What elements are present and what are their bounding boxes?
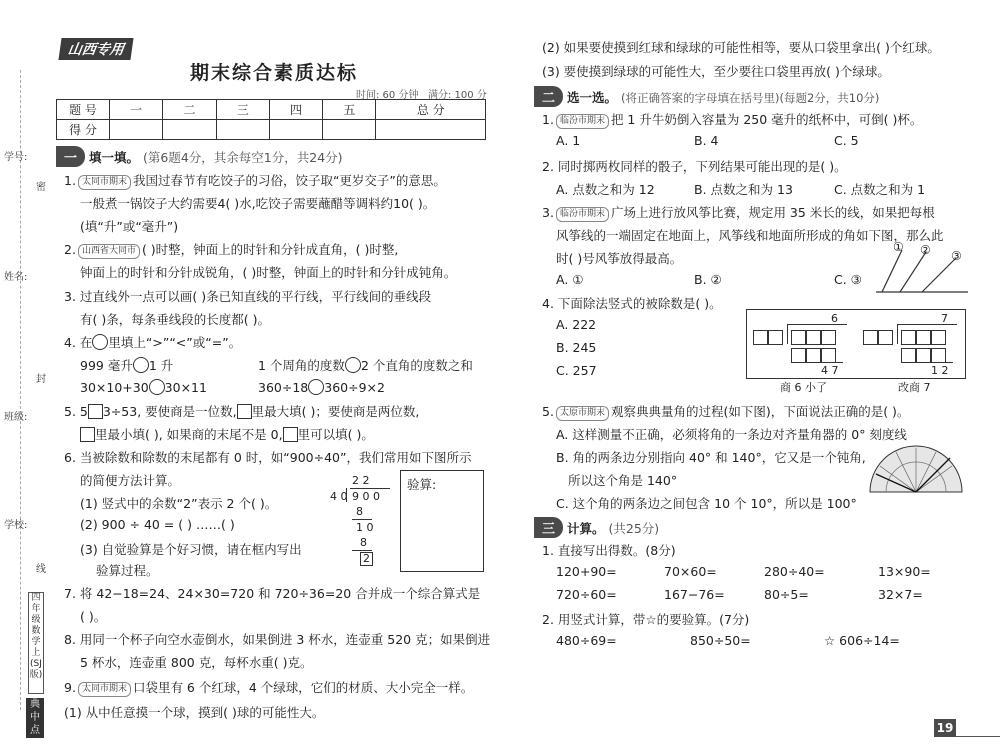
label-xuexiao: 学校: (4, 520, 28, 531)
dividend: 9 0 0 (352, 490, 380, 503)
s1-q6-sub2: (2) 900 ÷ 40 = ( ) ……( ) (80, 517, 235, 532)
s2-q2-opt-c: C. 点数之和为 1 (834, 182, 926, 197)
seal-feng: 封 (36, 374, 46, 385)
time-label: 时间: 60 分钟 (356, 90, 419, 101)
footer-rule (956, 736, 1000, 737)
calc-item: 720÷60= (556, 587, 617, 602)
label-banji: 班级: (4, 412, 28, 423)
text: 30×10+30 (80, 380, 149, 395)
score-header-cell: 总 分 (376, 100, 486, 120)
blank-boxes (791, 348, 836, 363)
blank-boxes (791, 330, 836, 345)
step: 8 (356, 505, 363, 518)
text: 我国过春节有吃饺子的习俗，饺子取“更岁交子”的意思。 (132, 173, 446, 188)
kite-label-1: ① (893, 240, 904, 254)
s2-q5-opt-b2: 所以这个角是 140° (568, 473, 678, 488)
source-tag: 临汾市期末 (556, 114, 609, 129)
kite-label-2: ② (920, 243, 931, 257)
section2-title: 选一选。 (567, 90, 618, 105)
s1-q4-row2 (80, 379, 207, 395)
check-label: 验算: (407, 477, 437, 492)
text: 广场上进行放风筝比赛，规定用 35 米长的线，如果把每根 (610, 205, 935, 220)
text: 3÷53, 要使商是一位数, (102, 404, 237, 419)
s1-q6-sub1: (1) 竖式中的余数“2”表示 2 个( )。 (80, 496, 278, 511)
protractor-figure (866, 444, 966, 496)
text: 1 个周角的度数 (258, 358, 345, 373)
s1-q4-row1 (80, 356, 173, 374)
section3-number: 三 (534, 517, 563, 538)
s1-q3-line2: 有( )条，每条垂线段的长度都( )。 (80, 312, 270, 327)
text: 4. 在 (64, 335, 93, 350)
source-tag: 太原市期末 (556, 406, 609, 421)
s2-q3-opt-c: C. ③ (834, 272, 862, 287)
s1-q6-sub3b: 验算过程。 (96, 563, 159, 578)
s2-q5-opt-b1: B. 角的两条边分别指向 40° 和 140°，它又是一个钝角, (556, 450, 866, 465)
division-bar (350, 488, 390, 489)
section1-title: 填一填。 (89, 150, 140, 165)
text: 里可以填( )。 (297, 427, 374, 442)
s2-q1-opt-b: B. 4 (694, 133, 719, 148)
section3-title: 计算。 (567, 521, 605, 536)
divisor: 4 0 (330, 490, 348, 503)
q4-right-quotient: 7 (941, 312, 948, 325)
s1-q3-line1: 3. 过直线外一点可以画( )条已知直线的平行线，平行线间的垂线段 (64, 289, 432, 304)
s2-q4-opt-a: A. 222 (556, 317, 597, 332)
digit-box[interactable] (80, 427, 95, 442)
compare-circle[interactable] (345, 357, 361, 373)
score-cell[interactable] (376, 120, 486, 140)
label-xingming: 姓名: (4, 272, 28, 283)
calc-item: 167−76= (664, 587, 725, 602)
text: 999 毫升 (80, 358, 133, 373)
page-title: 期末综合素质达标 (190, 62, 359, 84)
compare-circle[interactable] (308, 379, 324, 395)
text: ( )时整，钟面上的时针和分针成直角，( )时整, (141, 242, 399, 257)
step-line (352, 519, 372, 520)
q4-right-remainder: 1 2 (931, 364, 949, 377)
calc-item: 850÷50= (690, 633, 751, 648)
score-row-label: 得 分 (57, 120, 110, 140)
section3-note: (共25分) (608, 521, 660, 536)
text: 观察典典量角的过程(如下图)，下面说法正确的是( )。 (610, 404, 910, 419)
source-tag: 太同市期末 (78, 175, 131, 190)
s2-q3-line2: 风筝线的一端固定在地面上，风筝线和地面所形成的角如下图，那么此 (556, 228, 944, 243)
score-header-cell: 二 (163, 100, 216, 120)
text: 30×11 (164, 380, 207, 395)
text: 里最小填( ) (95, 427, 159, 442)
brand-logo: 典中点 (26, 698, 44, 738)
q4-left-quotient: 6 (831, 312, 838, 325)
section1-header (56, 146, 343, 167)
calc-item: 480÷69= (556, 633, 617, 648)
calc-item: 13×90= (878, 564, 931, 579)
s2-q3-line1: 3. 临汾市期末 广场上进行放风筝比赛，规定用 35 米长的线，如果把每根 (542, 205, 935, 220)
s1-q1-line2: 一般煮一锅饺子大约需要4( )水,吃饺子需要蘸醋等调料约10( )。 (80, 196, 436, 211)
s1-q6-line2: 的简便方法计算。 (80, 473, 181, 488)
text: 把 1 升牛奶倒入容量为 250 毫升的纸杯中，可倒( )杯。 (610, 112, 923, 127)
blank-boxes (901, 330, 946, 345)
seal-mi: 密 (36, 182, 46, 193)
score-header-cell: 三 (216, 100, 269, 120)
calc-item: 32×7= (878, 587, 923, 602)
step: 1 0 (356, 521, 374, 534)
s1-q9-sub2: (2) 如果要使摸到红球和绿球的可能性相等，要从口袋里拿出( )个红球。 (542, 40, 940, 55)
digit-box[interactable] (283, 427, 298, 442)
s1-q1-line3: (填“升”或“毫升”) (80, 219, 179, 234)
s2-q4: 4. 下面除法竖式的被除数是( )。 (542, 296, 722, 311)
score-cell[interactable] (163, 120, 216, 140)
s1-q4-stem (64, 333, 241, 351)
s1-q8-line1: 8. 用同一个杯子向空水壶倒水，如果倒进 3 杯水，连壶重 520 克；如果倒进 (64, 632, 491, 647)
score-header-cell: 题 号 (57, 100, 110, 120)
calc-item: 280÷40= (764, 564, 825, 579)
label-xuehao: 学号: (4, 152, 28, 163)
s2-q2-opt-b: B. 点数之和为 13 (694, 182, 793, 197)
text: 5. 5 (64, 404, 88, 419)
section3-header (534, 517, 659, 538)
s1-q1-line1: 1. 太同市期末 我国过春节有吃饺子的习俗，饺子取“更岁交子”的意思。 (64, 173, 446, 188)
q4-left-remainder: 4 7 (821, 364, 839, 377)
seal-xian: 线 (36, 564, 46, 575)
text: 360÷9×2 (324, 380, 385, 395)
score-cell[interactable] (269, 120, 322, 140)
text: 2 个直角的度数之和 (360, 358, 473, 373)
book-label: 四年级数学上(SJ版) (28, 592, 44, 694)
div-bar (787, 324, 847, 325)
q4-caption-left: 商 6 小了 (780, 381, 827, 394)
region-badge: 山西专用 (58, 38, 133, 60)
text: 1 升 (148, 358, 174, 373)
blank-boxes (753, 330, 783, 345)
score-header-cell: 五 (323, 100, 376, 120)
section2-note: (将正确答案的字母填在括号里)(每题2分，共10分) (621, 91, 880, 105)
division-bracket (346, 488, 347, 502)
s2-q3-opt-a: A. ① (556, 272, 584, 287)
long-division-figure (330, 472, 396, 572)
score-cell[interactable] (323, 120, 376, 140)
check-box[interactable] (400, 470, 484, 572)
step-line (903, 362, 953, 363)
s2-q1-opt-a: A. 1 (556, 133, 581, 148)
source-tag: 太同市期末 (78, 682, 131, 697)
q4-caption-right: 改商 7 (898, 381, 931, 394)
kite-line-2 (900, 252, 926, 292)
calc-item: ☆ 606÷14= (824, 633, 900, 648)
blank-boxes (901, 348, 946, 363)
s1-q2-line2: 钟面上的时针和分针成锐角，( )时整，钟面上的时针和分针成钝角。 (80, 265, 457, 280)
div-bracket (897, 324, 898, 344)
section1-number: 一 (56, 146, 85, 167)
s1-q7-line1: 7. 将 42−18=24、24×30=720 和 720÷36=20 合并成一个综合算式是 (64, 586, 481, 601)
kite-label-3: ③ (951, 249, 962, 263)
section1-note: (第6题4分，其余每空1分，共24分) (143, 150, 343, 165)
s2-q5-opt-a: A. 这样测量不正确，必须将角的一条边对齐量角器的 0° 刻度线 (556, 427, 907, 442)
division-figure-box (746, 309, 966, 379)
div-bracket (787, 324, 788, 344)
div-bar (897, 324, 957, 325)
score-cell[interactable] (110, 120, 163, 140)
text: 里填上“>”“<”或“=”。 (108, 335, 242, 350)
text: , 如果商的末尾不是 0, (158, 427, 283, 442)
section2-header (534, 86, 879, 107)
score-header-cell: 一 (110, 100, 163, 120)
s2-q4-opt-c: C. 257 (556, 363, 597, 378)
score-label: 满分: 100 分 (428, 90, 487, 101)
s1-q9-sub1: (1) 从中任意摸一个球，摸到( )球的可能性大。 (64, 705, 325, 720)
s2-q5: 5. 太原市期末 观察典典量角的过程(如下图)，下面说法正确的是( )。 (542, 404, 910, 419)
s2-q1: 1. 临汾市期末 把 1 升牛奶倒入容量为 250 毫升的纸杯中，可倒( )杯。 (542, 112, 923, 127)
digit-box[interactable] (88, 404, 103, 419)
compare-circle[interactable] (133, 357, 149, 373)
s2-q2: 2. 同时掷两枚同样的骰子，下列结果可能出现的是( )。 (542, 159, 847, 174)
remainder: 2 (360, 552, 373, 566)
score-header-cell: 四 (269, 100, 322, 120)
s2-q5-opt-c: C. 这个角的两条边之间包含 10 个 10°，所以是 100° (556, 496, 857, 511)
score-cell[interactable] (216, 120, 269, 140)
kite-line-3 (922, 258, 956, 292)
kite-line-1 (882, 250, 902, 292)
s1-q9-line1: 9. 太同市期末 口袋里有 6 个红球，4 个绿球，它们的材质、大小完全一样。 (64, 680, 474, 695)
step-line (352, 550, 372, 551)
page-number: 19 (934, 719, 956, 737)
s2-q1-opt-c: C. 5 (834, 133, 859, 148)
quotient: 2 2 (352, 474, 370, 487)
calc-item: 80÷5= (764, 587, 809, 602)
text: 里最大填( )；要使商是两位数, (251, 404, 420, 419)
s2-q4-opt-b: B. 245 (556, 340, 597, 355)
text: 口袋里有 6 个红球，4 个绿球，它们的材质、大小完全一样。 (132, 680, 474, 695)
s1-q6-line1: 6. 当被除数和除数的末尾都有 0 时，如“900÷40”，我们常用如下图所示 (64, 450, 472, 465)
s1-q5-line2 (80, 425, 374, 443)
s1-q7-line2: ( )。 (80, 609, 107, 624)
s1-q6-sub3a: (3) 自觉验算是个好习惯，请在框内写出 (80, 542, 302, 557)
s1-q4-row1b (258, 356, 473, 374)
compare-circle[interactable] (149, 379, 165, 395)
binding-dashed-line (20, 70, 21, 710)
calc-item: 70×60= (664, 564, 717, 579)
s1-q4-row2b (258, 379, 385, 395)
source-tag: 临汾市期末 (556, 207, 609, 222)
score-table (56, 99, 486, 140)
calc-item: 120+90= (556, 564, 617, 579)
s1-q8-line2: 5 杯水，连壶重 800 克，每杯水重( )克。 (80, 655, 313, 670)
digit-box[interactable] (237, 404, 252, 419)
s2-q3-line3: 时( )号风筝放得最高。 (556, 251, 683, 266)
s2-q2-opt-a: A. 点数之和为 12 (556, 182, 655, 197)
step: 8 (360, 536, 367, 549)
s1-q2-line1: 2. 山西省大同市 ( )时整，钟面上的时针和分针成直角，( )时整, (64, 242, 399, 257)
text: 360÷18 (258, 380, 309, 395)
step-line (793, 362, 843, 363)
section2-number: 二 (534, 86, 563, 107)
s3-q1: 1. 直接写出得数。(8分) (542, 543, 676, 558)
s3-q2: 2. 用竖式计算，带☆的要验算。(7分) (542, 612, 750, 627)
s1-q5-line1 (64, 402, 419, 420)
compare-circle (92, 334, 108, 350)
source-tag: 山西省大同市 (78, 244, 140, 259)
s1-q9-sub3: (3) 要使摸到绿球的可能性大，至少要往口袋里再放( )个绿球。 (542, 64, 890, 79)
s2-q3-opt-b: B. ② (694, 272, 722, 287)
blank-boxes (863, 330, 893, 345)
